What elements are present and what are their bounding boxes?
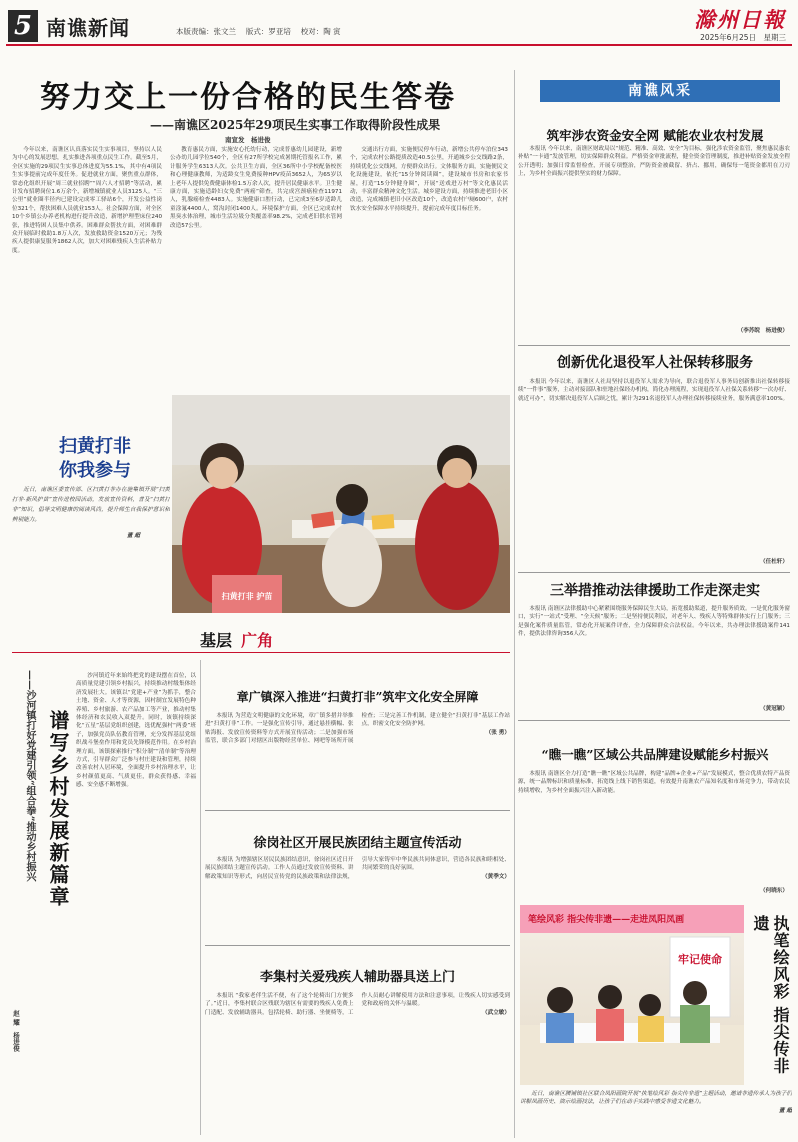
lead-photo-caption: 近日，南谯区委宣传部、区扫黄打非办在施集镇开展“扫黄打非·新风护苗”宣传进校园活动，发放宣传资料，普及“扫黄打非”知识，倡导文明健康的阅读风尚，提升师生自我保护意识和辨别能力。 董 超 (12, 487, 170, 539)
divider (518, 572, 790, 573)
fengcai-a1-body: 本报讯 今年以来，南谯区财政局以“规范、精准、高效、安全”为目标，强化涉农资金监管，聚焦惠民惠农补贴“一卡通”发放管理，切实保障群众利益。严格资金审批流程，健全资金管理制度，推进补贴资金发放全程公开透明；加强日常监督检查，开展专项整治，严防资金被截留、挤占、挪用，确保每一笔资金都用在刀刃上，为乡村全面振兴提供坚实的财力保障。 （李苏皖 杨进俊） (518, 146, 790, 334)
side-article (12, 670, 74, 1130)
side-main-title: 谱写乡村发展新篇章 (46, 710, 70, 908)
lead-body-col3: 交通出行方面，实施便民停车行动，新增公共停车泊位343个，完成农村公路提质改造40.5公里，开通城乡公交线路2条，持续优化公交线网，方便群众出行。文体服务方面，实施便民文化设施建设，依托“15分钟阅读圈”，建设城市书房和农家书屋，打造“15分钟健身圈”，开展“送戏进万村”等文化惠民活动，丰富群众精神文化生活。城乡建设方面，持续推进老旧小区改造，完成城镇老旧小区改造10个，改造农村户厕600户，农村饮水安全保障水平持续提升，提前完成年度目标任务。 (350, 147, 508, 212)
fengcai-a3-title: 三举措推动法律援助工作走深走实 (550, 583, 760, 599)
masthead (6, 4, 792, 46)
side-subtitle: ——沙河镇打好党建引领“组合拳”推动乡村振兴 (24, 670, 35, 882)
photographer: 董 超 (126, 533, 140, 539)
lead-body-col2: 教育惠民方面，实施安心托幼行动，完成普惠幼儿园建设，新增公办幼儿园学位540个，全区有27所学校完成暑期托管报名工作，累计服务学生6313人次。公共卫生方面，全区36所中小学校配备校医和心理健康教师，为适龄女生免费接种HPV疫苗3652人，为65岁以上老年人提供免费健康体检1.5万余人次，提升居民健康水平。卫生健康方面，实施适龄妇女免费“两癌”筛查，共完成宫颈癌检查11971人，乳腺癌检查4483人。实施健康口腔行动，已完成3至6岁适龄儿童涂氟4400人，窝沟封闭1400人。环境保护方面，全区已完成农村黑臭水体治理，城市生活垃圾分类覆盖率98.2%，完成老旧供水管网改造57公里。 (170, 147, 342, 229)
paper-logo: 滁州日報 (694, 7, 786, 32)
divider (518, 345, 790, 346)
fengcai-a2-body: 本报讯 今年以来，南谯区人社局坚持以退役军人需求为导向，联合退役军人事务局创新推出社保转移接续“一件事”服务，主动对接部队和驻地社保经办机构，简化办理流程，实现退役军人社保关系转移“一次办好、就近可办”，切实解决退役军人后顾之忧，累计为291名退役军人办理社保转移接续业务，服务满意率100%。 （任杜轩） (518, 379, 790, 565)
divider (200, 660, 201, 1135)
divider (518, 720, 790, 721)
g2-title: 徐岗社区开展民族团结主题宣传活动 (253, 836, 462, 851)
children-caption: 近日，南谯区腰铺镇社区联合凤阳画院开展“执笔绘风彩 指尖传非遗”主题活动，邀请非遗传承人为孩子们讲解凤画历史、演示绘画技法，让孩子们在动手实践中感受非遗文化魅力。 董 超 (520, 1091, 792, 1114)
fengcai-a2-title: 创新优化退役军人社保转移服务 (557, 355, 753, 371)
editor: 本版责编：张文兰 (176, 27, 236, 36)
page-number: 5 (8, 10, 38, 42)
children-photo-scene (520, 905, 744, 1085)
children-photo (520, 905, 744, 1085)
g3-body: 本报讯 “我家老伴生活不便，有了这个轮椅出门方便多了。”近日，李集村联合区残联为辖区有需要的残疾人免费上门适配、发放辅助器具，包括轮椅、助行器、坐便椅等，工作人员耐心讲解使用方法和注意事项，让残疾人切实感受到党和政府的关怀与温暖。 （武立敏） (205, 993, 510, 1016)
side-body: 沙河镇近年来始终把党的建设摆在首位，以高质量党建引领乡村振兴，持续推动村级集体经济发展壮大。该镇以“党建+产业”为抓手，整合土地、资金、人才等资源，因村制宜发展特色种养殖、乡村旅游、农产品加工等产业，推动村集体经济和农民收入双提升。同时，该镇持续深化“五星”基层党组织创建，选优配强村“两委”班子，加强党员队伍教育管理，充分发挥基层党组织战斗堡垒作用和党员先锋模范作用。在乡村治理方面，该镇探索推行“积分制”“清单制”等治理方式，引导群众广泛参与村庄建设和管理，持续改善农村人居环境，全面提升乡村治理水平，让乡村颜值更高、气质更佳，群众获得感、幸福感、安全感不断增强。 (76, 673, 196, 789)
lead-photo-scene (172, 395, 510, 613)
divider (205, 810, 510, 811)
fengcai-a4-body: 本报讯 南谯区全力打造“瞧一瞧”区域公共品牌，构建“品牌+企业+产品”发展模式，整合优质农特产品资源，统一品牌标识和质量标准，拓宽线上线下销售渠道，有效提升南谯农产品知名度和市场竞争力，带动农民持续增收，为乡村全面振兴注入新动能。 （何晓东） (518, 771, 790, 894)
side-author: 赵 耀 杨进俊 (12, 1010, 20, 1052)
fengcai-header: 南谯风采 (540, 80, 780, 102)
fengcai-a3-body: 本报讯 南谯区法律援助中心紧紧围绕服务保障民生大局，拓宽援助渠道，提升服务质效。一是优化服务窗口，实行“一站式”受理、“全天候”服务；二是坚持便民利民，对老年人、残疾人等特殊群体实行上门服务；三是强化案件质量监管，常态化开展案件评查，全力保障群众合法权益。今年以来，共办理法律援助案件141件，提供法律咨询356人次。 （黄冠颖） (518, 606, 790, 712)
banner-text: 笔绘风彩 指尖传非遗——走进凤阳凤画 (528, 915, 685, 925)
g3-title: 李集村关爱残疾人辅助器具送上门 (259, 970, 455, 985)
lead-headline: 努力交上一份合格的民生答卷 (40, 80, 456, 115)
section-title: 南谯新闻 (46, 16, 130, 40)
g2-body: 本报讯 为增强辖区居民民族团结意识，徐岗社区近日开展民族团结主题宣传活动。工作人员通过发放宣传资料、讲解政策知识等形式，向居民宣传党的民族政策和法律法规，引导大家铸牢中华民族共同体意识，营造各民族和睦相处、共同繁荣的良好氛围。 （黄季文） (205, 857, 510, 880)
fengcai-a4-title: “瞧一瞧”区域公共品牌建设赋能乡村振兴 (541, 747, 769, 762)
sign-text: 牢记使命 (678, 953, 722, 966)
lead-body-col1: 今年以来，南谯区认真落实民生实事项目，坚持以人民为中心的发展思想，扎实推进各项重点民生工作。截至5月，全区实施的29项民生实事总体进度为55.1%，其中有4项民生实事提前完成年度任务。促进就业方面，聚焦重点群体，常态化组织开展“周三就业招聘”“周六人才招聘”等活动，累计发布招聘岗位1.6万余个，新增城镇就业人员3125人。“三公里”就业圈半径内已建设完成零工驿站6个，开发公益性岗位321个，帮扶困难人员就业153人。社会保障方面，对全区10个乡镇公办养老机构进行提升改造，新增护理型床位240张，推进特困人员集中供养。困难群众帮扶方面，对困难群众开展临时救助1.8万人次，发放救助资金1520万元；为残疾人提供康复服务1862人次，加大对困难残疾人生活补贴力度。 (12, 147, 162, 254)
board-text: 扫黄打非 护苗 (221, 592, 273, 601)
g1-body: 本报讯 为营造文明健康的文化环境，章广镇多措并举推进“扫黄打非”工作。一是强化宣传引导，通过悬挂横幅、张贴海报、发放宣传资料等方式开展宣传活动；二是加强市场监管，联合多部门对辖区出版物经营单位、网吧等场所开展检查；三是完善工作机制，建立健全“扫黄打非”基层工作站点，织密文化安全防护网。 （张 勇） (205, 713, 510, 745)
divider (205, 945, 510, 946)
staff-line (176, 26, 341, 37)
divider (514, 70, 515, 1138)
grassroots-header: 基层 广角 (200, 631, 274, 650)
proof: 校对：陶 寅 (300, 27, 341, 36)
lead-photo (172, 395, 510, 613)
lead-subtitle: ——南谯区2025年29项民生实事工作取得阶段性成果 (150, 118, 441, 132)
issue-date: 2025年6月25日 星期三 (700, 33, 786, 42)
fengcai-a1-title: 筑牢涉农资金安全网 赋能农业农村发展 (546, 128, 764, 143)
children-side-title: 执笔绘风彩 指尖传非遗 (751, 915, 790, 1075)
lead-photo-title: 扫黄打非 你我参与 (59, 436, 131, 481)
lead-byline: 南宣发 杨进俊 (225, 136, 271, 144)
divider (12, 652, 510, 653)
layout: 版式：罗亚培 (245, 27, 291, 36)
g1-title: 章广镇深入推进“扫黄打非”筑牢文化安全屏障 (236, 690, 479, 704)
